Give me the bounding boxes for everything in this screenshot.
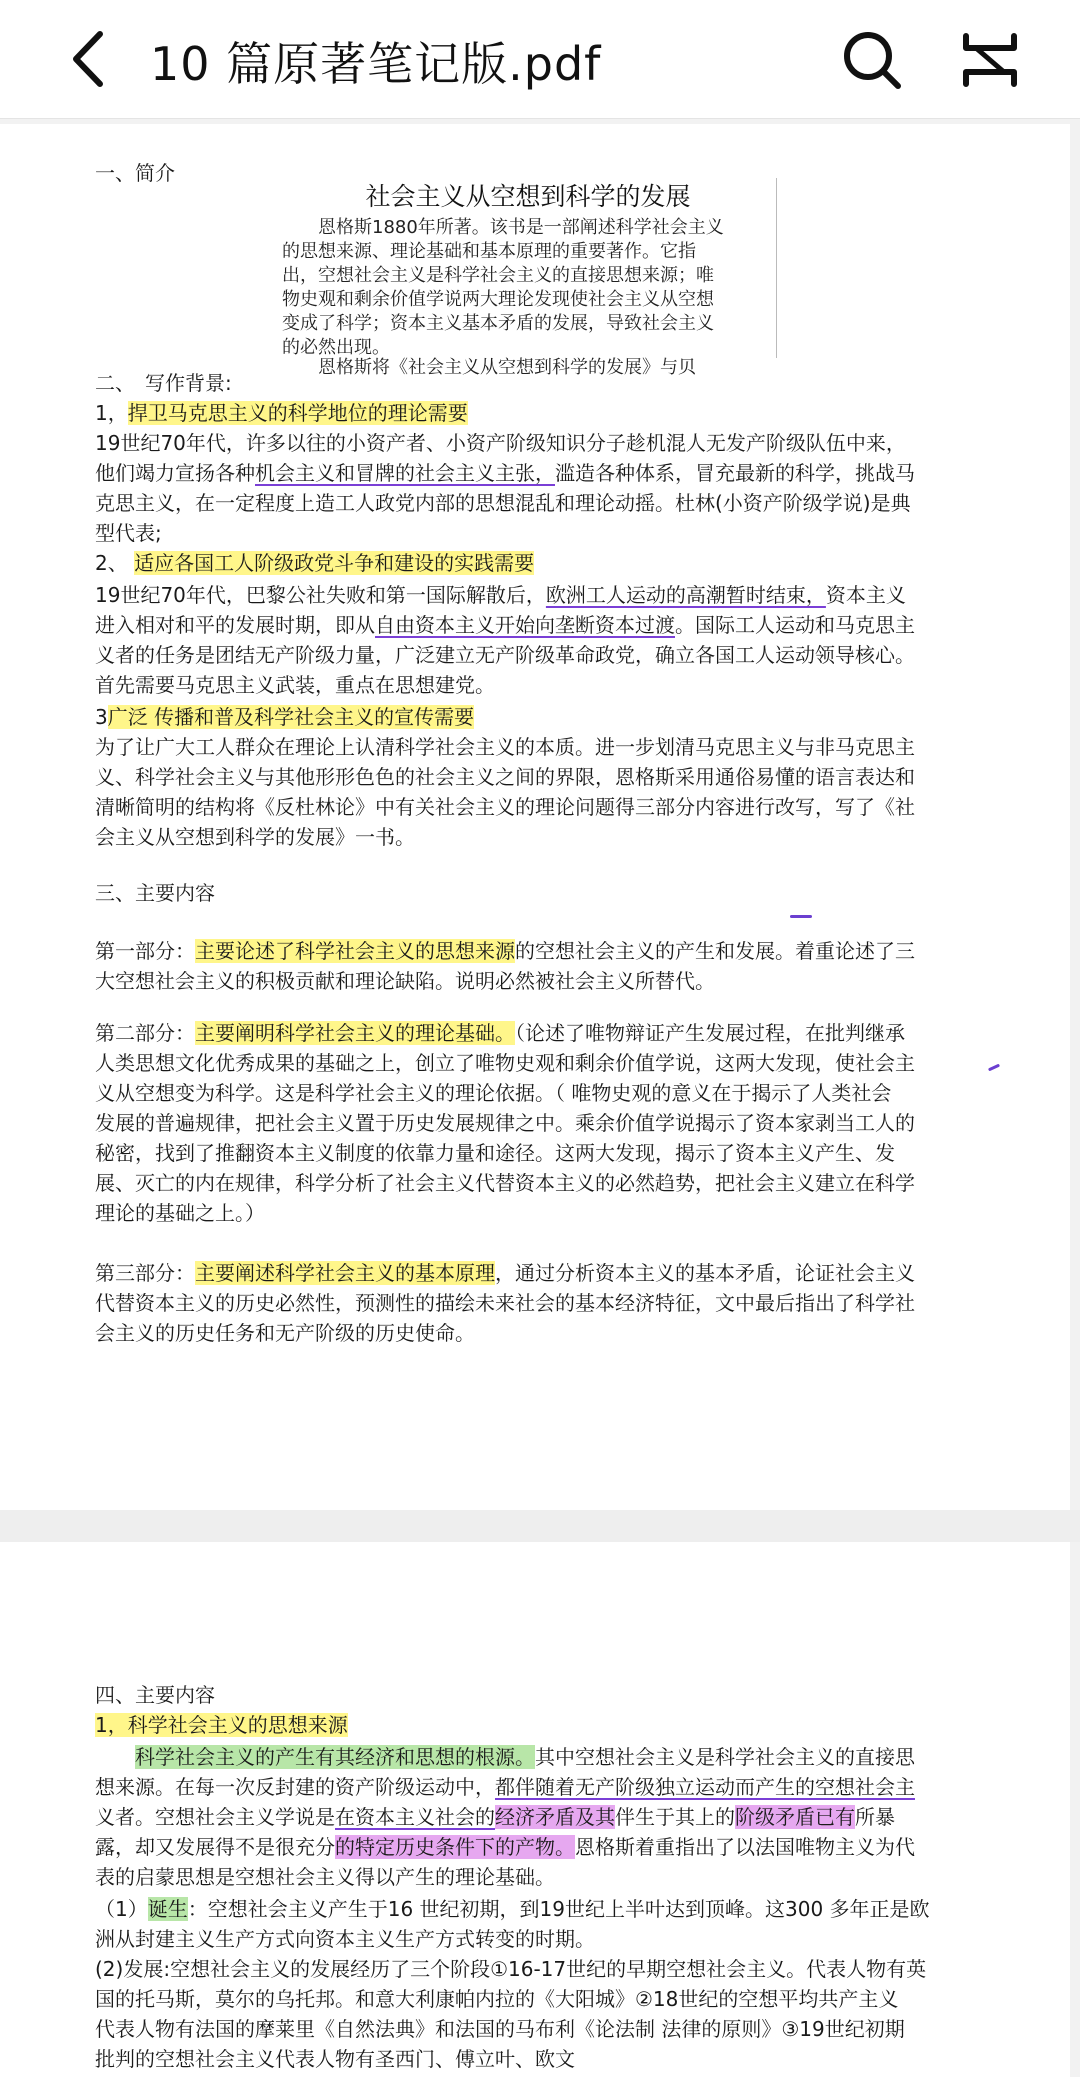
highlight-yellow: 主要论述了科学社会主义的思想来源 — [195, 939, 515, 963]
text-span: 进入相对和平的发展时期，即从 — [95, 613, 375, 637]
back-button[interactable] — [62, 26, 122, 92]
text-line: 首先需要马克思主义武装，重点在思想建党。 — [95, 673, 495, 697]
text-span: 他们竭力宣扬各种 — [95, 461, 255, 485]
excerpt-line: 的思想来源、理论基础和基本原理的重要著作。它指 — [282, 241, 696, 262]
text-span: 资本主义 — [825, 583, 906, 607]
underline-purple: 欧洲工人运动的高潮暂时结束， — [545, 583, 826, 607]
text-line: 会主义从空想到科学的发展》一书。 — [95, 825, 415, 849]
text-span: 2、 — [95, 551, 135, 575]
text-line — [95, 1258, 915, 1288]
text-span: 1， — [95, 401, 128, 425]
text-span: ，通过分析资本主义的基本矛盾，论证社会主义 — [495, 1261, 915, 1285]
text-line: 理论的基础之上。） — [95, 1201, 265, 1225]
excerpt-line: 恩格斯1880年所著。该书是一部阐述科学社会主义 — [282, 217, 724, 238]
page-gap — [0, 1510, 1080, 1542]
search-icon — [840, 28, 904, 92]
excerpt-line: 出，空想社会主义是科学社会主义的直接思想来源；唯 — [282, 265, 714, 286]
text-span: 恩格斯着重指出了以法国唯物主义为代 — [575, 1835, 915, 1859]
top-bar — [0, 0, 1080, 119]
text-line: 克思主义，在一定程度上造工人政党内部的思想混乱和理论动摇。杜林(小资产阶级学说)是典 — [95, 491, 911, 515]
text-line — [95, 1742, 915, 1772]
text-span: 3 — [95, 705, 108, 729]
text-line: 秘密，找到了推翻资本主义制度的依靠力量和途径。这两大发现，揭示了资本主义产生、发 — [95, 1141, 895, 1165]
highlight-yellow: 适应各国工人阶级政党斗争和建设的实践需要 — [134, 551, 535, 575]
search-button[interactable] — [840, 28, 904, 92]
excerpt-line: 的必然出现。 — [282, 337, 390, 358]
text-span: （论述了唯物辩证产生发展过程，在批判继承 — [515, 1021, 905, 1045]
embedded-excerpt — [280, 178, 777, 378]
text-line: 义、科学社会主义与其他形形色色的社会主义之间的界限，恩格斯采用通俗易懂的语言表达和 — [95, 765, 915, 789]
text-line: 批判的空想社会主义代表人物有圣西门、傅立叶、欧文 — [95, 2047, 575, 2071]
highlight-purple: 经济矛盾及其 — [495, 1805, 615, 1829]
document-title: 10 篇原著笔记版.pdf — [150, 37, 602, 91]
highlight-purple: 的特定历史条件下的产物。 — [335, 1835, 575, 1859]
section-heading: 二、 写作背景: — [95, 371, 232, 395]
text-line — [95, 1802, 895, 1832]
text-line: 会主义的历史任务和无产阶级的历史使命。 — [95, 1321, 475, 1345]
text-line: 国的托马斯，莫尔的乌托邦。和意大利康帕内拉的《大阳城》②18世纪的空想平均共产主义 — [95, 1987, 899, 2011]
text-line: 清晰简明的结构将《反杜林论》中有关社会主义的理论问题得三部分内容进行改写，写了《社 — [95, 795, 915, 819]
text-span: 伴生于其上的 — [615, 1805, 735, 1829]
text-span: 第一部分： — [95, 939, 195, 963]
highlight-purple: 阶级矛盾已有 — [735, 1805, 855, 1829]
text-span: 。国际工人运动和马克思主 — [675, 613, 915, 637]
pen-mark — [790, 915, 812, 918]
highlight-green: 诞生 — [147, 1897, 188, 1921]
text-span: 19世纪70年代，巴黎公社失败和第一国际解散后， — [95, 583, 546, 607]
more-button[interactable] — [958, 28, 1022, 92]
text-line: 表的启蒙思想是空想社会主义得以产生的理论基础。 — [95, 1865, 555, 1889]
text-span: 滥造各种体系，冒充最新的科学，挑战马 — [555, 461, 915, 485]
expand-icon — [958, 28, 1022, 92]
text-span: 第二部分： — [95, 1021, 195, 1045]
underline-purple: 自由资本主义开始向垄断资本过渡 — [375, 613, 675, 637]
text-span: ：空想社会主义产生于16 世纪初期，到19世纪上半叶达到顶峰。这300 多年正是欧 — [187, 1897, 930, 1921]
text-line — [95, 398, 468, 428]
text-line: 为了让广大工人群众在理论上认清科学社会主义的本质。进一步划清马克思主义与非马克思主 — [95, 735, 915, 759]
text-line: 代表人物有法国的摩莱里《自然法典》和法国的马布利《论法制 法律的原则》③19世纪初期 — [95, 2017, 905, 2041]
text-line: 义从空想变为科学。这是科学社会主义的理论依据。（ 唯物史观的意义在于揭示了人类社会 — [95, 1081, 892, 1105]
text-span: 露，却又发展得不是很充分 — [95, 1835, 335, 1859]
text-span: 想来源。在每一次反封建的资产阶级运动中， — [95, 1775, 495, 1799]
underline-purple: 在资本主义社会的 — [335, 1805, 495, 1829]
text-line — [95, 702, 474, 732]
excerpt-line: 物史观和剩余价值学说两大理论发现使社会主义从空想 — [282, 289, 714, 310]
highlight-yellow: 1，科学社会主义的思想来源 — [95, 1713, 348, 1737]
text-line — [95, 936, 915, 966]
excerpt-line: 变成了科学；资本主义基本矛盾的发展，导致社会主义 — [282, 313, 714, 334]
text-line: 义者的任务是团结无产阶级力量，广泛建立无产阶级革命政党，确立各国工人运动领导核心。 — [95, 643, 915, 667]
highlight-yellow: 主要阐述科学社会主义的基本原理 — [195, 1261, 495, 1285]
text-line: 人类思想文化优秀成果的基础之上，创立了唯物史观和剩余价值学说，这两大发现，使社会主 — [95, 1051, 915, 1075]
text-line — [95, 1018, 905, 1048]
text-span — [95, 1745, 135, 1769]
text-line: 型代表; — [95, 521, 162, 545]
highlight-yellow: 广泛 传播和普及科学社会主义的宣传需要 — [107, 705, 475, 729]
text-line — [95, 1832, 915, 1862]
text-span: （1） — [95, 1897, 148, 1921]
text-span: 其中空想社会主义是科学社会主义的直接思 — [535, 1745, 915, 1769]
highlight-yellow: 捍卫马克思主义的科学地位的理论需要 — [127, 401, 468, 425]
text-line — [95, 548, 534, 578]
excerpt-title: 社会主义从空想到科学的发展 — [365, 182, 691, 211]
text-line: 发展的普遍规律，把社会主义置于历史发展规律之中。乘余价值学说揭示了资本家剥当工人的 — [95, 1111, 915, 1135]
highlight-yellow: 主要阐明科学社会主义的理论基础。 — [195, 1021, 515, 1045]
section-heading: 三、主要内容 — [95, 881, 215, 905]
text-line: 大空想社会主义的积极贡献和理论缺陷。说明必然被社会主义所替代。 — [95, 969, 715, 993]
text-line: (2)发展:空想社会主义的发展经历了三个阶段①16-17世纪的早期空想社会主义。代表人物有英 — [95, 1957, 927, 1981]
text-span: 第三部分： — [95, 1261, 195, 1285]
text-span: 所暴 — [855, 1805, 895, 1829]
underline-purple: 机会主义和冒牌的社会主义主张， — [255, 461, 555, 485]
section-heading: 四、主要内容 — [95, 1683, 215, 1707]
text-line — [95, 1710, 348, 1740]
text-line: 展、灭亡的内在规律，科学分析了社会主义代替资本主义的必然趋势，把社会主义建立在科学 — [95, 1171, 915, 1195]
text-span: 的空想社会主义的产生和发展。着重论述了三 — [515, 939, 915, 963]
highlight-green: 科学社会主义的产生有其经济和思想的根源。 — [135, 1745, 535, 1769]
text-line: 19世纪70年代，许多以往的小资产者、小资产阶级知识分子趁机混人无发产阶级队伍中来， — [95, 431, 906, 455]
chevron-left-icon — [62, 26, 122, 92]
text-line: 代替资本主义的历史必然性，预测性的描绘未来社会的基本经济特征，文中最后指出了科学社 — [95, 1291, 915, 1315]
text-line — [95, 610, 915, 640]
text-line — [95, 1772, 915, 1802]
text-line — [95, 1894, 930, 1924]
text-line: 洲从封建主义生产方式向资本主义生产方式转变的时期。 — [95, 1927, 595, 1951]
text-span: 义者。空想社会主义学说是 — [95, 1805, 335, 1829]
text-line — [95, 580, 906, 610]
section-heading: 一、简介 — [95, 161, 175, 185]
underline-purple: 都伴随着无产阶级独立运动而产生的空想社会主 — [495, 1775, 915, 1799]
text-line — [95, 458, 915, 488]
excerpt-line: 恩格斯将《社会主义从空想到科学的发展》与贝 — [282, 357, 696, 378]
